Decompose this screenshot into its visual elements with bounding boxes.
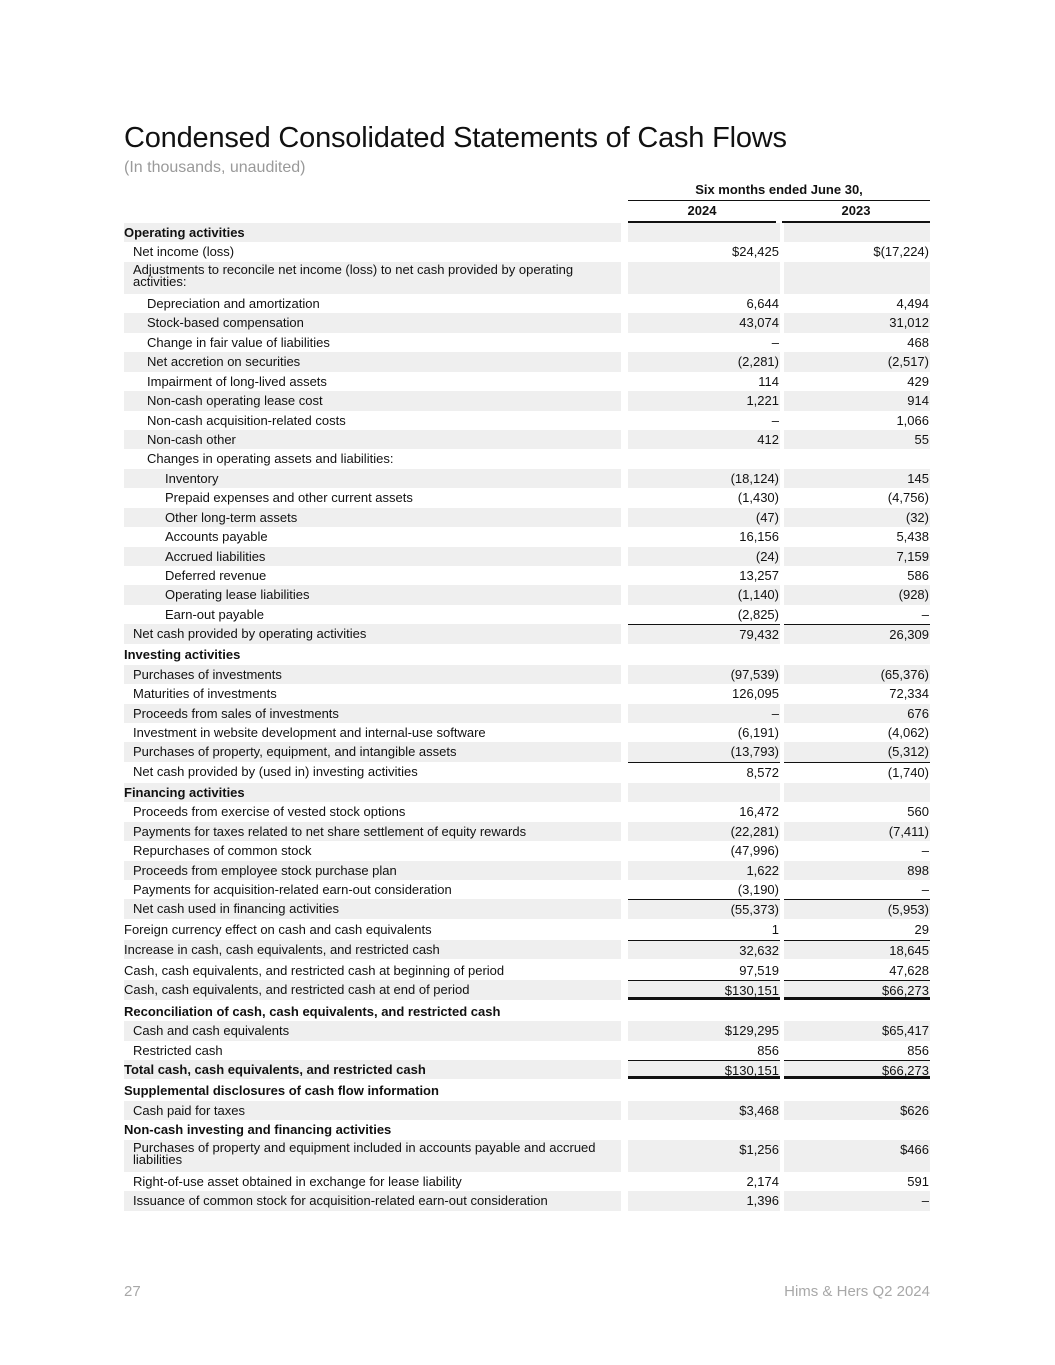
value-2024: –	[771, 412, 779, 428]
table-row	[124, 411, 930, 430]
value-2023: 898	[784, 861, 930, 880]
section-header-row	[124, 783, 930, 802]
column-header-2024: 2024	[628, 203, 776, 223]
value-2024: 114	[758, 373, 779, 389]
table-row	[124, 527, 930, 546]
value-2024	[628, 645, 780, 664]
value-2024	[628, 1081, 780, 1100]
value-2024: $130,151	[628, 980, 780, 999]
value-2024: 16,156	[739, 529, 779, 545]
table-row	[124, 665, 930, 684]
row-label: Proceeds from exercise of vested stock options	[133, 804, 406, 820]
value-2024	[628, 1120, 780, 1139]
value-2023: 31,012	[784, 313, 930, 332]
row-label: Operating activities	[124, 223, 621, 242]
value-2024: $3,468	[628, 1101, 780, 1120]
row-label: Purchases of investments	[124, 665, 621, 684]
value-2024: 1,396	[628, 1191, 780, 1210]
row-label: Non-cash operating lease cost	[124, 391, 621, 410]
section-header-row	[124, 1120, 930, 1139]
table-row	[124, 508, 930, 527]
table-row	[124, 262, 930, 294]
value-2024: 32,632	[628, 940, 780, 959]
table-row	[124, 449, 930, 468]
value-2023: 560	[907, 804, 929, 820]
table-row	[124, 1021, 930, 1040]
value-2023	[784, 1120, 930, 1139]
table-row	[124, 920, 930, 939]
cash-flow-table	[124, 223, 930, 1211]
value-2023: 47,628	[889, 962, 929, 978]
table-row	[124, 1172, 930, 1191]
value-2023: $626	[784, 1101, 930, 1120]
value-2023: 72,334	[889, 686, 929, 702]
table-row	[124, 899, 930, 918]
value-2024	[628, 262, 780, 294]
value-2023	[784, 1081, 930, 1100]
column-group-header: Six months ended June 30,	[628, 182, 930, 201]
row-label: Purchases of property, equipment, and intangible assets	[124, 742, 621, 761]
row-label: Changes in operating assets and liabilities:	[147, 451, 394, 467]
row-label: Financing activities	[124, 783, 621, 802]
row-label: Cash, cash equivalents, and restricted cash at beginning of period	[124, 962, 505, 978]
table-row	[124, 469, 930, 488]
value-2024: 2,174	[746, 1173, 779, 1189]
value-2023: 1,066	[896, 412, 929, 428]
value-2023: 18,645	[784, 940, 930, 959]
value-2023: (4,756)	[887, 490, 929, 506]
value-2023: 429	[907, 373, 929, 389]
table-row	[124, 1101, 930, 1120]
row-label: Proceeds from employee stock purchase plan	[124, 861, 621, 880]
value-2024: $130,151	[628, 1060, 780, 1079]
row-label: Accrued liabilities	[124, 547, 621, 566]
value-2024	[628, 223, 780, 242]
table-row	[124, 723, 930, 742]
value-2024: (1,430)	[737, 490, 779, 506]
row-label: Total cash, cash equivalents, and restricted cash	[124, 1060, 621, 1079]
value-2023: (4,062)	[887, 725, 929, 740]
section-header-row	[124, 223, 930, 242]
table-row	[124, 822, 930, 841]
row-label: Other long-term assets	[124, 508, 621, 527]
table-row	[124, 1140, 930, 1172]
table-row	[124, 391, 930, 410]
row-label: Increase in cash, cash equivalents, and restricted cash	[124, 940, 621, 959]
table-row	[124, 762, 930, 781]
table-row	[124, 880, 930, 899]
value-2023	[784, 783, 930, 802]
row-label: Reconciliation of cash, cash equivalents, and restricted cash	[124, 1003, 501, 1019]
row-label: Non-cash acquisition-related costs	[147, 412, 346, 428]
value-2023	[784, 1002, 930, 1021]
value-2024: (6,191)	[737, 725, 779, 740]
row-label: Net cash used in financing activities	[124, 899, 621, 918]
value-2024: (13,793)	[628, 742, 780, 761]
value-2023: 676	[784, 704, 930, 723]
value-2024	[628, 449, 780, 468]
value-2023: (928)	[784, 585, 930, 604]
value-2024: 6,644	[746, 295, 779, 311]
value-2024: (2,281)	[628, 352, 780, 371]
table-row	[124, 704, 930, 723]
value-2023: (32)	[784, 508, 930, 527]
table-row	[124, 961, 930, 980]
table-row	[124, 861, 930, 880]
value-2024: –	[628, 704, 780, 723]
row-label: Foreign currency effect on cash and cash equivalents	[124, 922, 432, 938]
value-2024: (1,140)	[628, 585, 780, 604]
value-2023: $66,273	[784, 1060, 930, 1079]
table-row	[124, 1060, 930, 1079]
footer-brand: Hims & Hers Q2 2024	[784, 1283, 930, 1300]
value-2024: (97,539)	[628, 665, 780, 684]
table-row	[124, 605, 930, 624]
table-row	[124, 585, 930, 604]
value-2024: 1	[771, 922, 779, 938]
row-label: Proceeds from sales of investments	[124, 704, 621, 723]
value-2023	[784, 645, 930, 664]
value-2024: 97,519	[739, 962, 779, 978]
value-2024: $24,425	[732, 244, 779, 260]
value-2023: –	[921, 843, 929, 859]
value-2023: (5,312)	[784, 742, 930, 761]
row-label: Cash paid for taxes	[124, 1101, 621, 1120]
page-subtitle: (In thousands, unaudited)	[124, 159, 306, 176]
row-label: Net cash provided by operating activities	[124, 624, 621, 643]
row-label: Change in fair value of liabilities	[147, 334, 330, 350]
value-2023: (1,740)	[784, 762, 930, 781]
table-row	[124, 684, 930, 703]
row-label: Depreciation and amortization	[147, 295, 320, 311]
value-2023: 7,159	[784, 547, 930, 566]
table-row	[124, 333, 930, 352]
value-2024: (22,281)	[628, 822, 780, 841]
row-label: Cash, cash equivalents, and restricted cash at end of period	[124, 980, 621, 999]
row-label: Restricted cash	[133, 1042, 223, 1058]
table-row	[124, 488, 930, 507]
value-2023: 5,438	[896, 529, 929, 545]
row-label: Net accretion on securities	[124, 352, 621, 371]
table-row	[124, 841, 930, 860]
value-2023: –	[921, 882, 929, 897]
page-title: Condensed Consolidated Statements of Cash Flows	[124, 122, 787, 154]
row-label: Prepaid expenses and other current assets	[165, 490, 413, 506]
table-row	[124, 624, 930, 643]
value-2024: 1,221	[628, 391, 780, 410]
row-label: Stock-based compensation	[124, 313, 621, 332]
value-2023: 26,309	[784, 624, 930, 643]
table-row	[124, 742, 930, 761]
row-label: Inventory	[124, 469, 621, 488]
table-row	[124, 1191, 930, 1210]
row-label: Net income (loss)	[133, 244, 235, 260]
section-header-row	[124, 1081, 930, 1100]
value-2023: (2,517)	[784, 352, 930, 371]
value-2023: $66,273	[784, 980, 930, 999]
value-2023: 856	[907, 1042, 929, 1058]
value-2023: 145	[784, 469, 930, 488]
value-2023: $65,417	[784, 1021, 930, 1040]
value-2023: 914	[784, 391, 930, 410]
value-2024	[628, 1002, 780, 1021]
value-2023: –	[921, 606, 929, 622]
value-2024: 8,572	[628, 762, 780, 781]
table-row	[124, 430, 930, 449]
value-2024: (55,373)	[628, 899, 780, 918]
value-2023: 586	[907, 568, 929, 583]
row-label: Supplemental disclosures of cash flow information	[124, 1083, 439, 1099]
table-row	[124, 242, 930, 261]
value-2024: (18,124)	[628, 469, 780, 488]
row-label: Cash and cash equivalents	[124, 1021, 621, 1040]
table-row	[124, 566, 930, 585]
value-2024: (47)	[628, 508, 780, 527]
value-2023: –	[784, 1191, 930, 1210]
row-label: Repurchases of common stock	[133, 843, 312, 859]
value-2023: $(17,224)	[873, 244, 929, 260]
row-label: Purchases of property and equipment included in accounts payable and accrued liabilities	[124, 1140, 621, 1172]
table-row	[124, 547, 930, 566]
value-2024: 43,074	[628, 313, 780, 332]
value-2024: (24)	[628, 547, 780, 566]
value-2024: (3,190)	[737, 882, 779, 897]
table-row	[124, 313, 930, 332]
value-2024: –	[771, 334, 779, 350]
table-row	[124, 940, 930, 959]
value-2023: 55	[784, 430, 930, 449]
value-2023: 4,494	[896, 295, 929, 311]
value-2023: (5,953)	[784, 899, 930, 918]
table-row	[124, 372, 930, 391]
value-2024	[628, 783, 780, 802]
value-2024: 412	[628, 430, 780, 449]
value-2023: (65,376)	[784, 665, 930, 684]
value-2024: 1,622	[628, 861, 780, 880]
value-2023: 29	[914, 922, 929, 938]
section-header-row	[124, 1002, 930, 1021]
value-2024: (47,996)	[730, 843, 779, 859]
row-label: Operating lease liabilities	[124, 585, 621, 604]
row-label: Investing activities	[124, 647, 241, 663]
value-2023: 591	[907, 1173, 929, 1189]
value-2024: 856	[757, 1042, 779, 1058]
row-label: Earn-out payable	[165, 606, 265, 622]
row-label: Adjustments to reconcile net income (loss) to net cash provided by operating activities:	[124, 262, 621, 294]
value-2024: $1,256	[628, 1140, 780, 1172]
row-label: Accounts payable	[165, 529, 268, 545]
value-2024: 16,472	[739, 804, 779, 820]
column-header-2023: 2023	[782, 203, 930, 223]
table-row	[124, 980, 930, 999]
row-label: Investment in website development and internal-use software	[133, 725, 486, 740]
row-label: Maturities of investments	[133, 686, 277, 702]
row-label: Payments for acquisition-related earn-out consideration	[133, 882, 452, 897]
value-2024: $129,295	[628, 1021, 780, 1040]
section-header-row	[124, 645, 930, 664]
value-2023	[784, 262, 930, 294]
page-number: 27	[124, 1283, 141, 1300]
value-2023: $466	[784, 1140, 930, 1172]
row-label: Payments for taxes related to net share settlement of equity rewards	[124, 822, 621, 841]
row-label: Issuance of common stock for acquisition-related earn-out consideration	[124, 1191, 621, 1210]
table-row	[124, 294, 930, 313]
row-label: Right-of-use asset obtained in exchange for lease liability	[133, 1173, 462, 1189]
value-2023: (7,411)	[784, 822, 930, 841]
row-label: Impairment of long-lived assets	[147, 373, 327, 389]
value-2024: 13,257	[739, 568, 779, 583]
value-2024: (2,825)	[737, 606, 779, 622]
value-2024: 79,432	[628, 624, 780, 643]
value-2024: 126,095	[732, 686, 779, 702]
table-row	[124, 352, 930, 371]
table-row	[124, 802, 930, 821]
value-2023	[784, 223, 930, 242]
value-2023: 468	[907, 334, 929, 350]
row-label: Non-cash investing and financing activities	[124, 1122, 392, 1138]
table-row	[124, 1041, 930, 1060]
row-label: Net cash provided by (used in) investing activities	[133, 763, 418, 779]
row-label: Non-cash other	[124, 430, 621, 449]
value-2023	[784, 449, 930, 468]
row-label: Deferred revenue	[165, 568, 267, 583]
